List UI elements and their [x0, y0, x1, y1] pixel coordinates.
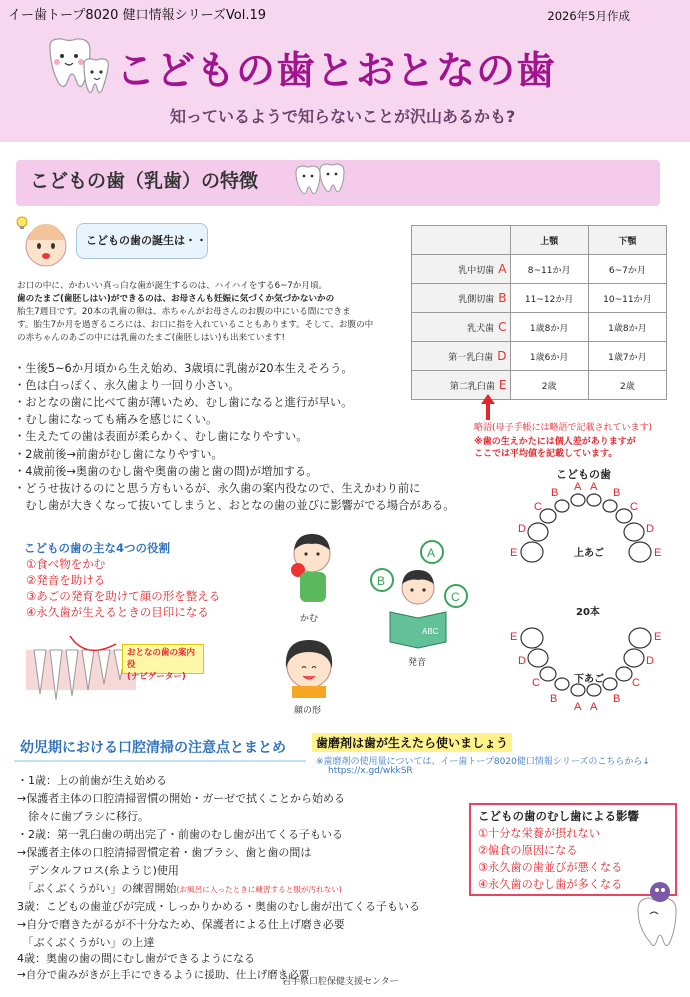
cleaning-title: 幼児期における口腔清掃の注意点とまとめ: [20, 740, 286, 756]
feature-bullet: ・色は白っぽく、永久歯より一回り小さい。: [14, 379, 240, 392]
lower-cell: 10~11か月: [588, 284, 666, 313]
created-date: 2026年5月作成: [547, 9, 630, 23]
bubble-text: こどもの歯の誕生は・・: [86, 234, 207, 247]
feature-bullet: ・どうせ抜けるのにと思う方もいるが、永久歯の案内役なので、生えかわり前に: [14, 482, 421, 495]
intro-line: す。胎生7か月を過ぎるころには、お口に指を入れていることもあります。そして、お腹の中: [17, 320, 374, 330]
svg-text:D: D: [646, 655, 654, 667]
tooth-name-cell: 乳犬歯 C: [412, 313, 511, 342]
svg-text:A: A: [574, 481, 582, 493]
svg-text:B: B: [551, 487, 559, 499]
upper-cell: 8~11か月: [510, 255, 588, 284]
page-subtitle: 知っているようで知らないことが沢山あるかも?: [170, 107, 516, 126]
table-note-individual: ※歯の生えかたには個人差がありますが: [474, 437, 636, 447]
svg-text:E: E: [654, 631, 662, 643]
column-header-lower: 下顎: [588, 226, 666, 255]
child-eating-icon: [284, 530, 340, 606]
effect-item: ③永久歯の歯並びが悪くなる: [478, 861, 623, 874]
svg-text:A: A: [590, 701, 598, 713]
effects-title: こどもの歯のむし歯による影響: [478, 809, 639, 823]
svg-text:D: D: [518, 523, 526, 535]
table-row: [412, 371, 667, 400]
tooth-name-cell: 乳中切歯 A: [412, 255, 511, 284]
svg-text:C: C: [632, 677, 640, 689]
upper-cell: 1歳8か月: [510, 313, 588, 342]
navi-line: おとなの歯の案内役: [127, 648, 196, 670]
tooth-name-cell: 第二乳臼歯 E: [412, 371, 511, 400]
navigator-callout: [122, 644, 204, 682]
svg-text:B: B: [613, 487, 621, 499]
toothpaste-note: ※歯磨剤の使用量については、イー歯トープ8020健口情報シリーズのこちらから↓: [316, 757, 650, 767]
table-row: [412, 284, 667, 313]
effect-item: ①十分な栄養が摂れない: [478, 827, 600, 840]
label-chew: かむ: [300, 614, 319, 624]
feature-bullet: ・4歳前後→奥歯のむし歯や奥歯の歯と歯の間)が増加する。: [14, 465, 318, 478]
table-header-row: [412, 226, 667, 255]
cleaning-line: 3歳：こどもの歯並びが完成・しっかりかめる・奥歯のむし歯が出てくる子もいる: [17, 900, 420, 913]
table-row: [412, 255, 667, 284]
page-title: こどもの歯とおとなの歯: [116, 49, 557, 94]
footer-organization: 岩手県口腔保健支援センター: [282, 977, 399, 987]
effect-item: ④永久歯のむし歯が多くなる: [478, 878, 623, 891]
svg-text:ABC: ABC: [422, 627, 439, 636]
table-row: [412, 342, 667, 371]
toothpaste-heading: 歯磨剤は歯が生えたら使いましょう: [312, 733, 512, 752]
navi-line: (ナビゲーター): [127, 672, 186, 682]
cleaning-line: →保護者主体の口腔清掃習慣の開始・ガーゼで拭くことから始める: [17, 792, 345, 805]
label-sound: 発音: [408, 658, 427, 668]
table-note-abbrev: 略語(母子手帳には略語で記載されています): [474, 423, 653, 433]
lower-cell: 1歳8か月: [588, 313, 666, 342]
feature-bullet: ・むし歯になっても痛みを感じにくい。: [14, 413, 218, 426]
label-face: 顔の形: [294, 706, 322, 716]
svg-text:C: C: [532, 677, 540, 689]
table-corner: [412, 226, 511, 255]
tooth-name-cell: 第一乳臼歯 D: [412, 342, 511, 371]
svg-text:E: E: [510, 547, 518, 559]
svg-text:C: C: [630, 501, 638, 513]
cleaning-line: →自分で歯みがきが上手にできるように援助、仕上げ磨き必要: [17, 969, 310, 981]
lower-cell: 2歳: [588, 371, 666, 400]
cleaning-line: ・2歳：第一乳臼歯の萌出完了・前歯のむし歯が出てくる子もいる: [17, 828, 343, 841]
cleaning-line: →保護者主体の口腔清掃習慣定着・歯ブラシ、歯と歯の間は: [17, 846, 312, 859]
bath-practice-note: (お風呂に入ったときに練習すると服が汚れない): [176, 885, 342, 894]
cleaning-line: 4歳：奥歯の歯の間にむし歯ができるようになる: [17, 952, 255, 965]
child-reading-icon: [366, 538, 470, 652]
svg-text:E: E: [510, 631, 518, 643]
cleaning-line: 徐々に歯ブラシに移行。: [17, 810, 149, 823]
svg-text:E: E: [654, 547, 662, 559]
role-item: ④永久歯が生えるときの目印になる: [26, 605, 209, 619]
feature-bullet: むし歯が大きくなって抜いてしまうと、おとなの歯の並びに影響がでる場合がある。: [14, 499, 455, 512]
feature-bullet: ・おとなの歯に比べて歯が薄いため、むし歯になると進行が早い。: [14, 396, 353, 409]
svg-text:B: B: [377, 574, 386, 588]
cleaning-line: 「ぶくぶくうがい」の上達: [17, 936, 155, 949]
svg-text:D: D: [518, 655, 526, 667]
intro-line: 胎生7週目です。20本の乳歯の卵は、赤ちゃんがお母さんのお腹の中にいる間にできま: [17, 307, 351, 317]
role-item: ②発音を助ける: [26, 573, 106, 587]
cleaning-line: ・1歳：上の前歯が生え始める: [17, 774, 167, 787]
feature-bullet: ・生後5~6か月頃から生え始め、3歳頃に乳歯が20本生えそろう。: [14, 362, 353, 375]
lower-cell: 6~7か月: [588, 255, 666, 284]
cavity-germ-tooth-icon: [628, 880, 686, 952]
feature-bullet: ・2歳前後→前歯がむし歯になりやすい。: [14, 448, 223, 461]
svg-text:C: C: [534, 501, 542, 513]
upper-cell: 11~12か月: [510, 284, 588, 313]
role-item: ①食べ物をかむ: [26, 557, 106, 571]
intro-line: お口の中に、かわいい真っ白な歯が誕生するのは、ハイハイをする6~7か月頃。: [17, 281, 328, 291]
cleaning-line: →自分で磨きたがるが不十分なため、保護者による仕上げ磨き必要: [17, 918, 345, 931]
tooth-count-label: 20本: [576, 607, 600, 618]
intro-line: の赤ちゃんのあごの中には乳歯のたまご(歯胚しはい)も出来ています!: [17, 333, 285, 343]
intro-line: 歯のたまご(歯胚しはい)ができるのは、お母さんも妊娠に気づくか気づかないかの: [17, 294, 335, 304]
small-teeth-icon: [290, 160, 350, 200]
feature-bullet: ・生えたての歯は表面が柔らかく、むし歯になりやすい。: [14, 430, 308, 443]
svg-text:C: C: [451, 590, 460, 604]
upper-jaw-label: 上あご: [574, 548, 604, 559]
lower-jaw-label: 下あご: [574, 674, 604, 685]
upper-cell: 2歳: [510, 371, 588, 400]
svg-text:A: A: [574, 701, 582, 713]
cleaning-title-underline: [14, 760, 306, 762]
cleaning-line: デンタルフロス(糸ようじ)使用: [17, 864, 179, 877]
svg-text:B: B: [550, 693, 558, 705]
cleaning-line: 「ぶくぶくうがい」の練習開始(お風呂に入ったときに練習すると服が汚れない): [17, 882, 342, 895]
roles-title: こどもの歯の主な4つの役割: [24, 541, 171, 555]
series-label: イー歯トープ8020 健口情報シリーズVol.19: [8, 8, 267, 23]
diagram-title: こどもの歯: [556, 468, 611, 481]
lower-cell: 1歳7か月: [588, 342, 666, 371]
child-face-icon: [278, 632, 340, 698]
teeth-characters-icon: [44, 36, 114, 98]
eruption-table: [411, 225, 667, 400]
tooth-name-cell: 乳側切歯 B: [412, 284, 511, 313]
arrow-up-icon: [480, 394, 496, 420]
svg-text:A: A: [427, 546, 436, 560]
baby-idea-icon: [12, 210, 72, 270]
effect-item: ②偏食の原因になる: [478, 844, 578, 857]
svg-text:D: D: [646, 523, 654, 535]
upper-cell: 1歳6か月: [510, 342, 588, 371]
toothpaste-link[interactable]: https://x.gd/wkkSR: [328, 766, 413, 776]
table-note-average: ここでは平均値を記載しています。: [474, 449, 618, 459]
section-title-baby-teeth: こどもの歯（乳歯）の特徴: [30, 170, 259, 192]
svg-text:A: A: [590, 481, 598, 493]
table-row: [412, 313, 667, 342]
role-item: ③あごの発育を助けて顔の形を整える: [26, 589, 221, 603]
svg-text:B: B: [613, 693, 621, 705]
column-header-upper: 上顎: [510, 226, 588, 255]
